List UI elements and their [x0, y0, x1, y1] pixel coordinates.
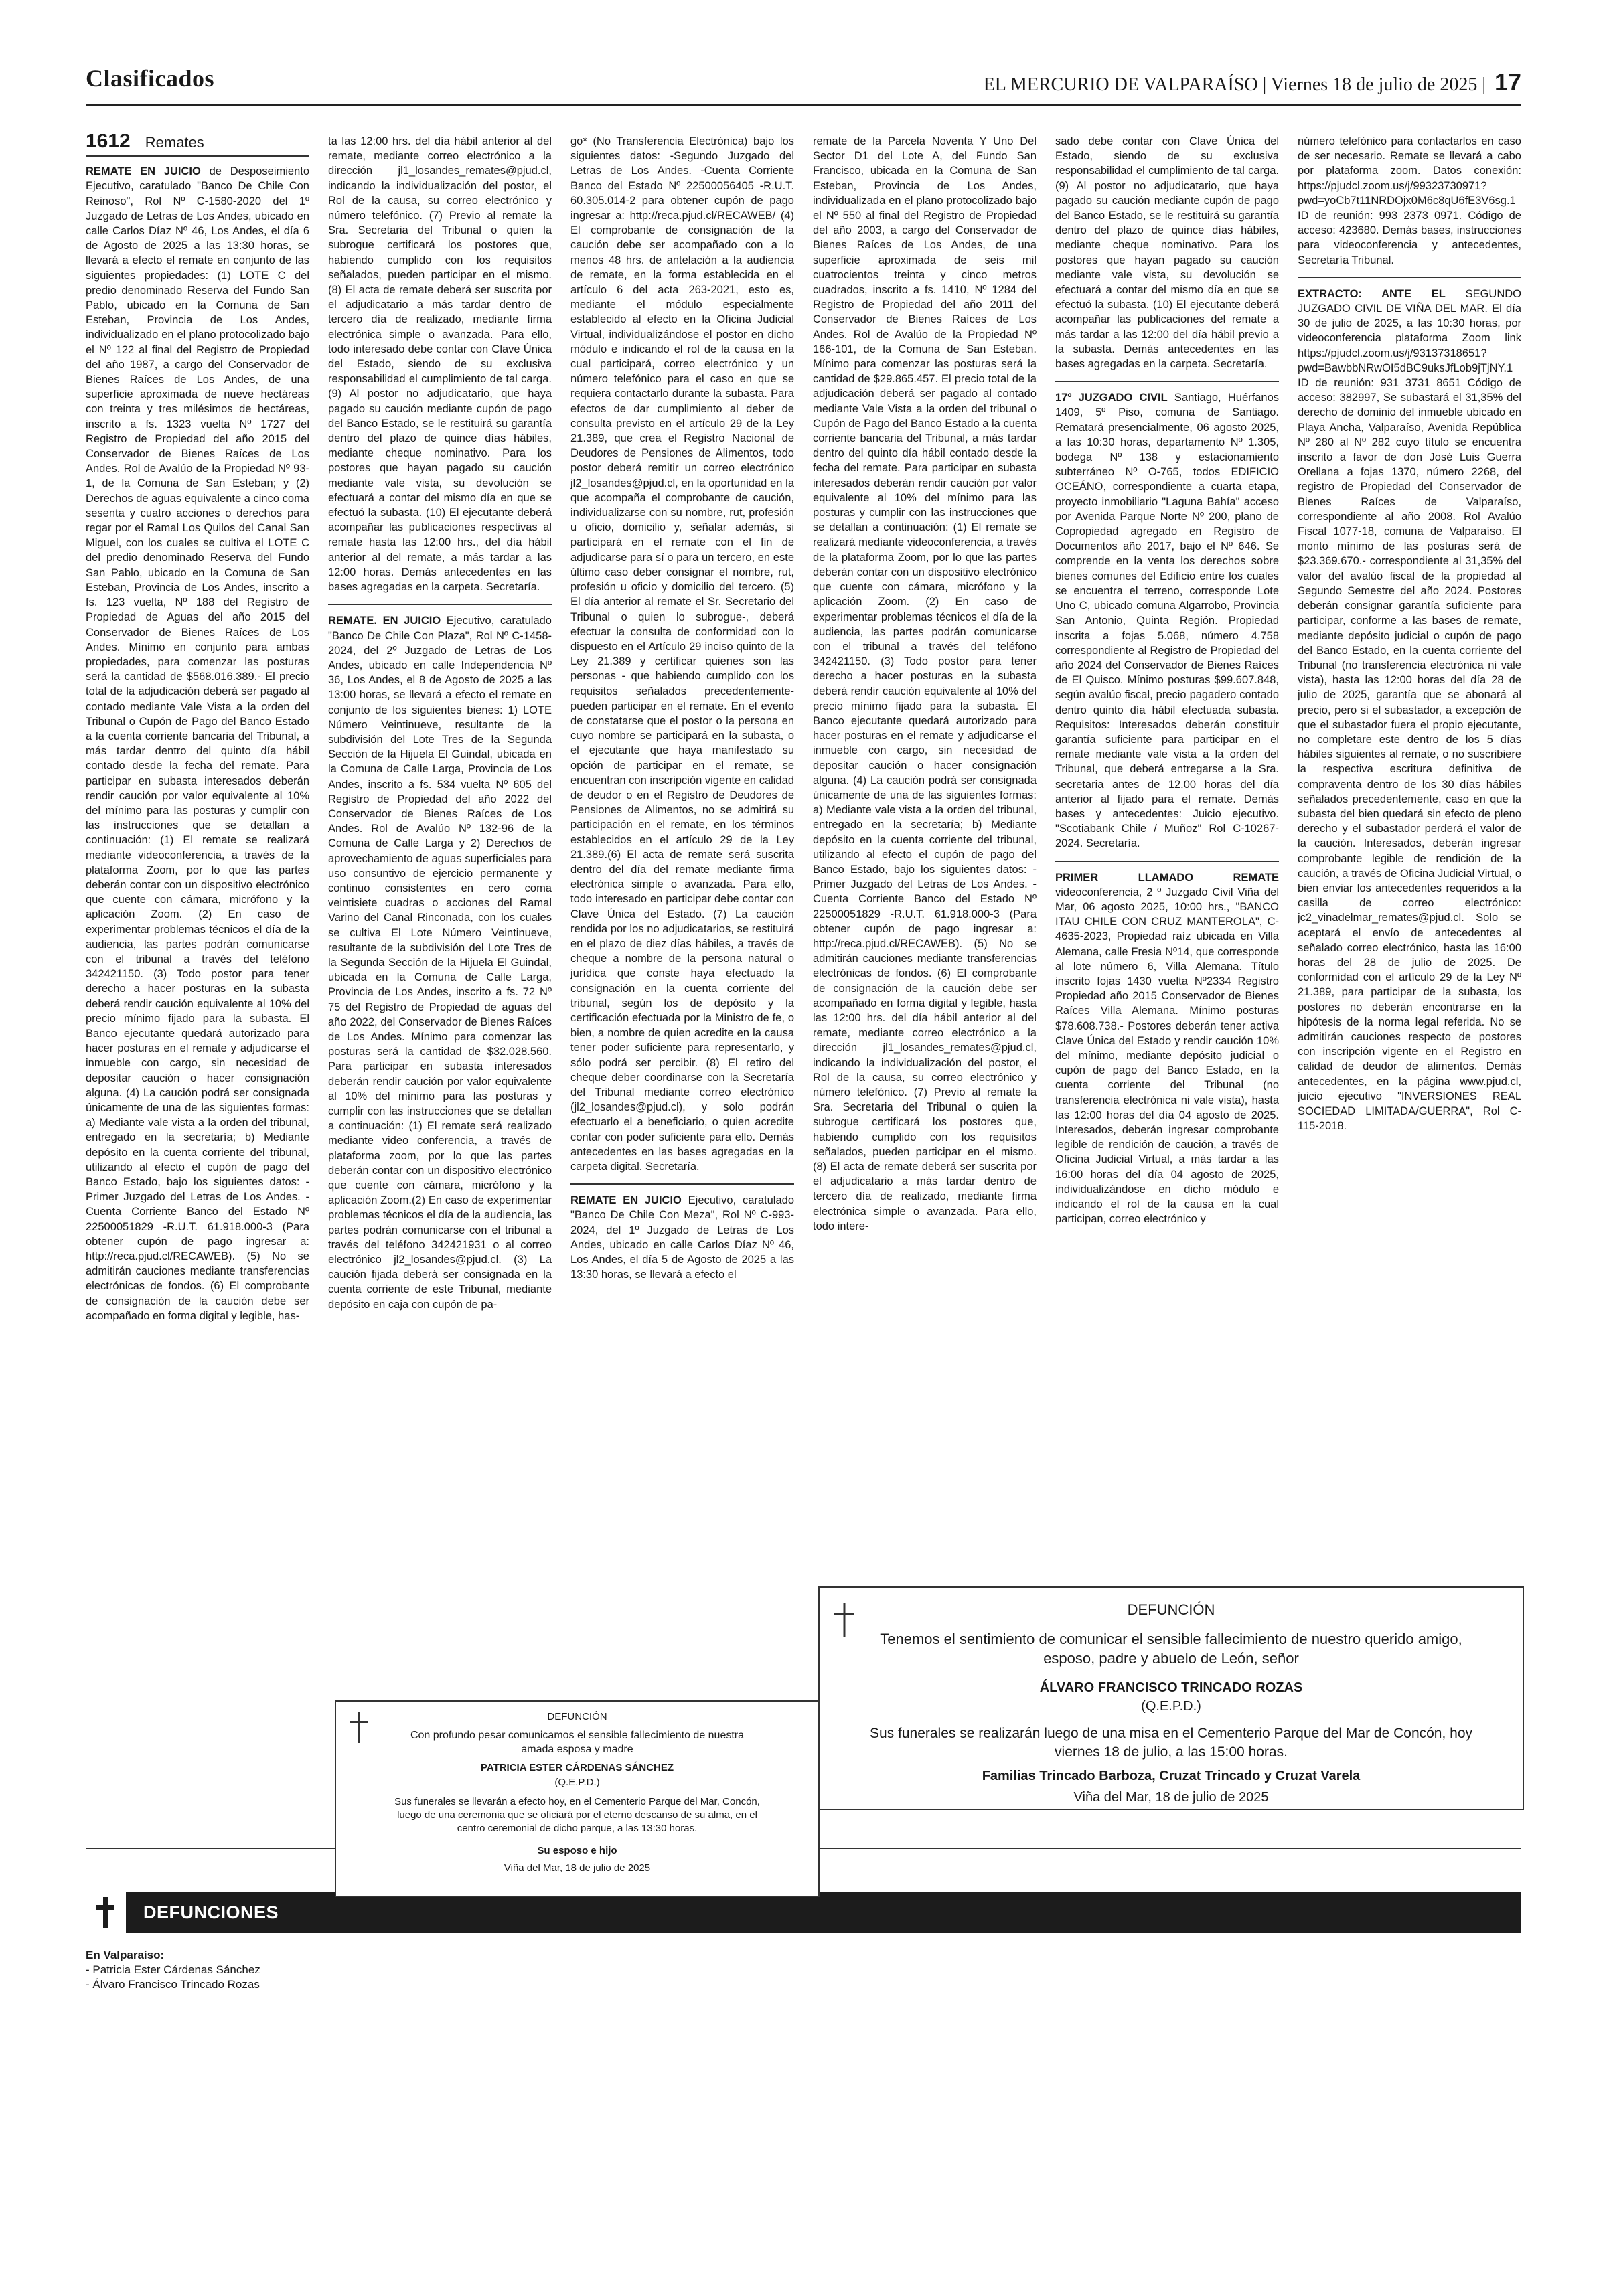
- funeral-details: Sus funerales se llevarán a efecto hoy, en el Cementerio Parque del Mar, Concón, luego de una ceremonia que se oficiará por el eterno descanso de su alma, en el centro ceremonial de dicho parque, a las 13:30 horas.: [394, 1796, 760, 1834]
- cross-icon: [86, 1892, 126, 1933]
- notice-intro: Tenemos el sentimiento de comunicar el sensible fallecimiento de nuestro querido amigo, esposo, padre y abuelo de León, señor: [880, 1631, 1462, 1667]
- newspaper-name: EL MERCURIO DE VALPARAÍSO: [983, 74, 1258, 95]
- deaths-list-item: - Álvaro Francisco Trincado Rozas: [86, 1978, 260, 1991]
- header-divider: |: [1482, 74, 1490, 95]
- ad-divider: [570, 1183, 794, 1185]
- classified-ad-continued: remate de la Parcela Noventa Y Uno Del Sector D1 del Lote A, del Fundo San Francisco, ubicada en la Comuna de San Esteban, Provincia de Los Andes, individualizada en el plano protocolizado bajo el Nº 550 al final del Registro de Propiedad del año 2003, a cargo del Conservador de Bienes Raíces de Los Andes, de una superficie aproximada de seis mil cuatrocientos treinta y cinco metros cuadrados, inscrito a fs. 1410, Nº 1284 del Registro de Propiedad del año 2011 del Conservador de Bienes Raíces de Los Andes. Rol de Avalúo de la Propiedad Nº 166-101, de la Comuna de San Esteban. Mínimo para comenzar las posturas será la cantidad de $29.865.457. El precio total de la adjudicación deberá ser pagado al contado mediante Vale Vista a la orden del tribunal o Cupón de Pago del Banco Estado a la cuenta corriente bancaria del Tribunal, a más tardar dentro del quinto día hábil contado desde la fecha del remate. Para participar en subasta interesados deberán rendir caución por valor equivalente al 10% del mínimo para las posturas y cumplir con las instrucciones que se detallan a continuación: (1) El remate se realizará mediante videoconferencia, a través de la plataforma Zoom, por lo que las partes deberán contar con un dispositivo electrónico que cuente con cámara, micrófono y la aplicación Zoom. (2) En caso de experimentar problemas técnicos el día de la audiencia, las partes podrán comunicarse con el tribunal a través del teléfono 342421150. (3) Todo postor para tener derecho a hacer posturas en la subasta deberá rendir caución equivalente al 10% del precio mínimo fijado para la subasta. El Banco ejecutante quedará autorizado para hacer posturas en el remate y adjudicarse el inmueble con cargo, sin necesidad de depositar caución o hacer consignación alguna. (4) La caución podrá ser consignada únicamente de una de las siguientes formas: a) Mediante vale vista a la orden del tribunal, entregado en la secretaría; b) Mediante depósito en la cuenta corriente del tribunal, utilizando al efecto el cupón de pago del Banco Estado, bajo los siguientes datos: -Primer Juzgado del Letras de Los Andes. -Cuenta Corriente Banco del Estado Nº 22500051829 -R.U.T. 61.918.000-3 (Para obtener cupón de pago ingresar a: http://reca.pjud.cl/RECAWEB). (5) No se admitirán cauciones mediante transferencias electrónicas de fondos. (6) El comprobante de consignación de la caución debe ser acompañado en forma digital y legible, hasta las 12:00 hrs. del día hábil anterior al del remate, mediante correo electrónico a la dirección jl1_losandes_remates@pjud.cl, indicando la individualización del postor, el Rol de la causa, su correo electrónico y número telefónico. (7) Previo al remate la Sra. Secretaria del Tribunal o quien la subrogue certificará los postores que, habiendo cumplido con los requisitos señalados, pueden participar en el mismo. (8) El acta de remate deberá ser suscrita por el adjudicatario a más tardar dentro de tercero día de realizado, mediante firma electrónica simple o avanzada. Para ello, todo intere-: [813, 135, 1037, 1232]
- ad-text: SEGUNDO JUZGADO CIVIL DE VIÑA DEL MAR. El día 30 de julio de 2025, a las 10:30 horas, por videoconferencia plataforma Zoom link https://pjudcl.zoom.us/j/93137318651?pwd=BawbbNRwOI5dBC9uksJfLob9jTjNY.1 ID de reunión: 931 3731 8651 Código de acceso: 382997, Se subastará el 31,35% del derecho de dominio del inmueble ubicado en Playa Ancha, Valparaíso, Avenida República Nº 280 al Nº 282 cuyo título se encuentra inscrito a favor de don José Luis Guerra Orellana a fojas 1370, número 2268, del registro de Propiedad del Conservador de Bienes Raíces de Valparaíso, correspondiente al año 2008. Rol Avalúo Fiscal 1077-18, comuna de Valparaíso. El monto mínimo de las posturas será de $23.369.670.- correspondiente al 31,35% del valor del avalúo fiscal de la propiedad al Segundo Semestre del año 2024. Postores deberán consignar garantía suficiente para participar, conforme a las bases de remate, mediante depósito judicial o cupón de pago del Banco Estado, en la cuenta corriente del Tribunal (no transferencia electrónica ni vale vista), hasta las 12:00 horas del día 28 de julio de 2025, garantía que se abonará al precio, pero si el subastador, a excepción de que el subastador fuera el propio ejecutante, no completare este dentro de los 5 días hábiles siguientes al remate, o no suscribiere la respectiva escritura definitiva de compraventa dentro de los 30 días hábiles señalados precedentemente, caso en que la subasta del bien quedará sin efecto de pleno derecho y el subastador perderá el valor de la caución. Interesados, deberán ingresar comprobante legible de rendición de la caución, a través de Oficina Judicial Virtual, o bien enviar los antecedentes requeridos a la casilla de correo electrónico: jc2_vinadelmar_remates@pjud.cl. Solo se aceptará el envío de antecedentes al señalado correo electrónico, hasta las 16:00 horas del 28 de julio de 2025. De conformidad con el artículo 29 de la Ley Nº 21.389, para participar de la subasta, los postores no deberán encontrarse en la hipótesis de la norma legal referida. No se admitirán cauciones respecto de postores con inscripción vigente en el Registro en calidad de deudor de alimentos. Demás antecedentes, en la página www.pjud.cl, juicio ejecutivo "INVERSIONES REAL SOCIEDAD LIMITADA/GUERRA", Rol C-115-2018.: [1298, 287, 1521, 1133]
- deceased-name: ÁLVARO FRANCISCO TRINCADO ROZAS: [1039, 1680, 1303, 1695]
- ad-lead: REMATE. EN JUICIO: [328, 614, 441, 627]
- notice-qepd: (Q.E.P.D.): [1141, 1699, 1201, 1714]
- category-code: 1612: [86, 134, 131, 152]
- classified-ad: [328, 613, 552, 1312]
- funeral-details: Sus funerales se realizarán luego de una misa en el Cementerio Parque del Mar de Concón, hoy viernes 18 de julio, a las 15:00 horas.: [869, 1726, 1473, 1760]
- notice-date: Viña del Mar, 18 de julio de 2025: [1073, 1790, 1269, 1805]
- classified-ad-continued: sado debe contar con Clave Única del Estado, siendo de su exclusiva responsabilidad el cumplimiento de tal carga. (9) Al postor no adjudicatario, que haya pagado su caución mediante cupón de pago del Banco Estado, se le restituirá su garantía dentro del plazo de quince días hábiles, mediante cheque nominativo. Para los postores que hayan pagado su caución mediante vale vista, su devolución se efectuará a contar del mismo día en que se efectuó la subasta. (10) El ejecutante deberá acompañar las publicaciones del remate a más tardar a las 12:00 del día hábil previo a la subasta. Demás antecedentes en las bases agregadas en la carpeta. Secretaría.: [1055, 135, 1279, 371]
- ad-divider: [328, 604, 552, 605]
- page-number: 17: [1494, 68, 1521, 96]
- notice-signature: Su esposo e hijo: [537, 1845, 617, 1856]
- notice-intro: Con profundo pesar comunicamos el sensible fallecimiento de nuestra amada esposa y madre: [410, 1730, 745, 1755]
- category-name: Remates: [145, 134, 204, 151]
- ad-divider: [1298, 277, 1521, 278]
- notice-date: Viña del Mar, 18 de julio de 2025: [504, 1862, 651, 1874]
- classified-ad: [1298, 286, 1521, 1134]
- death-notice-cardenas: [335, 1700, 820, 1897]
- ad-text: videoconferencia, 2 º Juzgado Civil Viña del Mar, 06 agosto 2025, 10:00 hrs., "BANCO ITAU CHILE CON CRUZ MANTEROLA", C-4635-2023, Propiedad raíz ubicada en Villa Alemana, calle Fresia Nº14, que corresponde al lote número 6, Villa Alemana. Título inscrito fojas 1430 vuelta Nº2334 Registro Propiedad año 2015 Conservador de Bienes Raíces Villa Alemana. Mínimo posturas $78.608.738.- Postores deberán tener activa Clave Única del Estado y rendir caución 10% del mínimo, mediante depósito judicial o cupón de pago del Banco Estado, en la cuenta corriente del Tribunal (no transferencia electrónica ni vale vista), hasta las 12:00 horas del día 04 agosto de 2025. Interesados, deberán ingresar comprobante legible de rendición de caución, a través de Oficina Judicial Virtual, a más tardar a las 16:00 horas del día 04 agosto de 2025, individualizándose en dicho módulo e indicando el rol de la causa en la cual participan, correo electrónico y: [1055, 886, 1279, 1226]
- header-divider: |: [1262, 74, 1271, 95]
- notice-qepd: (Q.E.P.D.): [554, 1777, 600, 1788]
- section-title: Clasificados: [86, 65, 215, 92]
- masthead: [984, 68, 1521, 96]
- ad-text: de Desposeimiento Ejecutivo, caratulado "Banco De Chile Con Reinoso", Rol Nº C-1580-2020 del 1º Juzgado de Letras de Los Andes, ubicado en calle Carlos Díaz Nº 46, Los Andes, el día 6 de Agosto de 2025 a las 13:30 horas, se llevará a efecto el remate en conjunto de las siguientes propiedades: (1) LOTE C del predio denominado Reserva del Fundo San Pablo, ubicado en la Comuna de San Esteban, Provincia de Los Andes, individualizado en el plano protocolizado bajo el Nº 122 al final del Registro de Propiedad del año 1987, a cargo del Conservador de Bienes Raíces de Los Andes, de una superficie aproximada de nueve hectáreas con treinta y tres milésimos de hectáreas, inscrito a fs. 1323 vuelta Nº 1727 del Registro de Propiedad del año 2015 del Conservador de Bienes Raíces de Los Andes. Rol de Avalúo de la Propiedad Nº 93-1, de la Comuna de San Esteban; y (2) Derechos de aguas equivalente a cinco coma sesenta y cuatro acciones o derechos para regar por el Ramal Los Quilos del Canal San Miguel, con los cuales se cultiva el LOTE C del predio denominado Reserva del Fundo San Pablo, ubicado en la Comuna de San Esteban, Provincia de Los Andes, inscrito a fs. 123 vuelta, Nº 188 del Registro de Propiedad de Aguas del año 2015 del Conservador de Bienes Raíces de Los Andes. Mínimo en conjunto para ambas propiedades, para comenzar las posturas será la cantidad de $568.016.389.- El precio total de la adjudicación deberá ser pagado al contado mediante Vale Vista a la orden del Tribunal o Cupón de Pago del Banco Estado a la cuenta corriente bancaria del Tribunal, a más tardar dentro del quinto día hábil contado desde la fecha del remate. Para participar en subasta interesados deberán rendir caución por valor equivalente al 10% del mínimo para las posturas y cumplir con las instrucciones que se detallan a continuación: (1) El remate se realizará mediante videoconferencia, a través de la plataforma Zoom, por lo que las partes deberán contar con un dispositivo electrónico que cuente con cámara, micrófono y la aplicación Zoom. (2) En caso de experimentar problemas técnicos el día de la audiencia, las partes podrán comunicarse con el tribunal a través del teléfono 342421150. (3) Todo postor para tener derecho a hacer posturas en la subasta deberá rendir caución equivalente al 10% del precio mínimo fijado para la subasta. El Banco ejecutante quedará autorizado para hacer posturas en el remate y adjudicarse el inmueble con cargo, sin necesidad de depositar caución o hacer consignación alguna. (4) La caución podrá ser consignada únicamente de una de las siguientes formas: a) Mediante vale vista a la orden del tribunal, entregado en la secretaría; b) Mediante depósito en la cuenta corriente del tribunal, utilizando al efecto el cupón de pago del Banco Estado, bajo los siguientes datos: -Primer Juzgado del Letras de Los Andes. -Cuenta Corriente Banco del Estado Nº 22500051829 -R.U.T. 61.918.000-3 (Para obtener cupón de pago ingresar a: http://reca.pjud.cl/RECAWEB). (5) No se admitirán cauciones mediante transferencias electrónicas de fondos. (6) El comprobante de consignación de la caución debe ser acompañado en forma digital y legible, has-: [86, 165, 309, 1322]
- ad-text: Ejecutivo, caratulado "Banco De Chile Con Plaza", Rol Nº C-1458-2024, del 2º Juzgado de Letras de Los Andes, ubicado en calle Independencia Nº 36, Los Andes, el 8 de Agosto de 2025 a las 13:00 horas, se llevará a efecto el remate en conjunto de los siguientes bienes: 1) LOTE Número Veintinueve, resultante de la subdivisión del Lote Tres de la Segunda Sección de la Hijuela El Guindal, ubicada en la Comuna de Calle Larga, Provincia de Los Andes, inscrito a fs. 534 vuelta Nº 605 del Registro de Propiedad del año 2022 del Conservador de Bienes Raíces de Los Andes. Rol de Avalúo Nº 132-96 de la Comuna de Calle Larga y 2) Derechos de aprovechamiento de aguas superficiales para uso consuntivo de ejercicio permanente y continuo consistentes en cero coma veintisiete cuadras o acciones del Ramal Varino del Canal Rinconada, con los cuales se cultiva El Lote Número Veintinueve, resultante de la subdivisión del Lote Tres de la Segunda Sección de la Hijuela El Guindal, ubicada en la Comuna de Calle Larga, Provincia de Los Andes, inscrito a fs. 72 Nº 75 del Registro de Propiedad de aguas del año 2022, del Conservador de Bienes Raíces de Los Andes. Mínimo para comenzar las posturas será la cantidad de $32.028.560. Para participar en subasta interesados deberán rendir caución por valor equivalente al 10% del mínimo para las posturas y cumplir con las instrucciones que se detallan a continuación: (1) El remate será realizado mediante video conferencia, a través de plataforma zoom, por lo que las partes deberán contar con un dispositivo electrónico que cuente con cámara, micrófono y la aplicación Zoom.(2) En caso de experimentar problemas técnicos el día de la audiencia, las partes podrán comunicarse con el tribunal a través del teléfono 342421931 o al correo electrónico jl2_losandes@pjud.cl. (3) La caución fijada deberá ser consignada en la cuenta corriente de este Tribunal, mediante depósito en caja con cupón de pa-: [328, 614, 552, 1311]
- notice-heading: DEFUNCIÓN: [547, 1711, 607, 1722]
- ad-text: Ejecutivo, caratulado "Banco De Chile Con Meza", Rol Nº C-993-2024, del 1º Juzgado de Letras de Los Andes, ubicado en calle Carlos Díaz Nº 46, Los Andes, el día 5 de Agosto de 2025 a las 13:30 horas, se llevará a efecto el: [570, 1194, 794, 1281]
- ad-lead: REMATE EN JUICIO: [570, 1194, 682, 1207]
- classified-ad: [570, 1193, 794, 1282]
- defunciones-title: DEFUNCIONES: [143, 1902, 279, 1922]
- deceased-name: PATRICIA ESTER CÁRDENAS SÁNCHEZ: [480, 1762, 674, 1773]
- ad-lead: REMATE EN JUICIO: [86, 165, 201, 178]
- ad-divider: [1055, 861, 1279, 862]
- ad-divider: [1055, 381, 1279, 382]
- ad-lead: 17º JUZGADO CIVIL: [1055, 392, 1168, 404]
- column-3: [570, 134, 794, 1861]
- deaths-list-item: - Patricia Ester Cárdenas Sánchez: [86, 1963, 260, 1976]
- notice-heading: DEFUNCIÓN: [1127, 1601, 1215, 1618]
- classified-ad-continued: ta las 12:00 hrs. del día hábil anterior al del remate, mediante correo electrónico a la dirección jl1_losandes_remates@pjud.cl, indicando la individualización del postor, el Rol de la causa, su correo electrónico y número telefónico. (7) Previo al remate la Sra. Secretaria del Tribunal o quien la subrogue certificará los postores que, habiendo cumplido con los requisitos señalados, pueden participar en el mismo. (8) El acta de remate deberá ser suscrita por el adjudicatario a más tardar dentro de tercero día de realizado, mediante firma electrónica simple o avanzada. Para ello, todo interesado debe contar con Clave Única del Estado, siendo de su exclusiva responsabilidad el cumplimiento de tal carga. (9) Al postor no adjudicatario, que haya pagado su caución mediante cupón de pago del Banco Estado, se le restituirá su garantía dentro del plazo de quince días hábiles, mediante cheque nominativo. Para los postores que hayan pagado su caución mediante vale vista, su devolución se efectuará a contar del mismo día en que se efectuó la subasta. (10) El ejecutante deberá acompañar las publicaciones respectivas al remate hasta las 12:00 hrs., del día hábil anterior al del remate, a más tardar a las 12:00 horas. Demás antecedentes en las bases agregadas en la carpeta. Secretaría.: [328, 135, 552, 594]
- defunciones-banner: [86, 1892, 1521, 1933]
- ad-lead: EXTRACTO: ANTE EL: [1298, 287, 1446, 300]
- page-header: [86, 64, 1521, 106]
- column-1: [86, 134, 309, 1861]
- classified-ad: [1055, 870, 1279, 1227]
- deaths-list-heading: En Valparaíso:: [86, 1949, 165, 1961]
- deaths-list: [86, 1948, 554, 1992]
- death-notice-trincado: [818, 1586, 1524, 1810]
- column-2: [328, 134, 552, 1861]
- classified-ad: [86, 164, 309, 1323]
- ad-lead: PRIMER LLAMADO REMATE: [1055, 871, 1279, 884]
- issue-date: Viernes 18 de julio de 2025: [1270, 74, 1478, 95]
- classified-ad-continued: número telefónico para contactarlos en caso de ser necesario. Remate se llevará a cabo por plataforma zoom. Datos conexión: https://pjudcl.zoom.us/j/99323730971?pwd=yoCb7t11NRDOjx0M6c8qU6fE3V6sg.1 ID de reunión: 993 2373 0971. Código de acceso: 423680. Demás bases, instrucciones para videoconferencia y antecedentes, Secretaría Tribunal.: [1298, 135, 1521, 266]
- category-header: [86, 134, 309, 157]
- ad-text: Santiago, Huérfanos 1409, 5º Piso, comuna de Santiago. Rematará presencialmente, 06 agosto 2025, a las 10:30 horas, departamento Nº 1.305, bodega Nº 138 y estacionamiento subterráneo Nº O-765, todos EDIFICIO OCEÁNO, correspondiente a cuarta etapa, proyecto inmobiliario "Laguna Bahía" acceso por Avenida Parque Norte Nº 200, plano de Copropiedad agregado en Registro de Documentos año 2017, bajo el Nº 646. Se comprende en la venta los derechos sobre bienes comunes del Edificio entre los cuales se encuentra el terreno, corresponde Lote Uno C, ubicado comuna Algarrobo, Provincia San Antonio, Quinta Región. Propiedad inscrita a fojas 5.068, número 4.758 correspondiente al Registro de Propiedad del año 2024 del Conservador de Bienes Raíces de El Quisco. Mínimo posturas $99.607.848, según avalúo fiscal, precio pagadero contado dentro quinto día hábil efectuada subasta. Requisitos: Interesados deberán constituir garantía suficiente para participar en el remate mediante vale vista a la orden del Tribunal, que deberá entregarse a la Sra. secretaria antes de 12.00 horas del día anterior al fijado para el remate. Demás bases y antecedentes: Juicio ejecutivo. "Scotiabank Chile / Muñoz" Rol C-10267-2024. Secretaría.: [1055, 392, 1279, 850]
- classified-ad-continued: go* (No Transferencia Electrónica) bajo los siguientes datos: -Segundo Juzgado del Letras de Los Andes. -Cuenta Corriente Banco del Estado Nº 22500056405 -R.U.T. 60.305.014-2 para obtener cupón de pago ingresar a: http://reca.pjud.cl/RECAWEB/ (4) El comprobante de consignación de la caución debe ser acompañado con a lo menos 48 hrs. de antelación a la audiencia de remate, en la forma establecida en el artículo 6 del acta 263-2021, esto es, mediante el módulo especialmente establecido al efecto en la Oficina Judicial Virtual, individualizándose el postor en dicho módulo e indicando el rol de la causa en la cual participará, correo electrónico y un número telefónico para el caso en que se requiera contactarlo durante la subasta. Para efectos de dar cumplimiento al deber de consulta previsto en el artículo 29 de la Ley 21.389, que crea el Registro Nacional de Deudores de Pensiones de Alimentos, todo postor deberá remitir un correo electrónico jl2_losandes@pjud.cl, en la oportunidad en la que acompaña el comprobante de caución, individualizarse con su nombre, rut, profesión u oficio, domicilio y, señalar además, si participará en el remate con el fin de adjudicarse para sí o para un tercero, en este último caso deber consignar el nombre, rut, profesión u oficio y domicilio del tercero. (5) El día anterior al remate el Sr. Secretario del Tribunal o quien lo subrogue-, deberá efectuar la consulta de conformidad con lo dispuesto en el Artículo 29 inciso quinto de la Ley 21.389 y certificar quienes son las personas - que habiendo cumplido con los requisitos señalados precedentemente- pueden participar en el remate. En el evento de constatarse que el postor o la persona en cuyo nombre se participará en la subasta, o el ejecutante que haya manifestado su opción de participar en el remate, se encuentran con inscripción vigente en calidad de deudor o en el Registro de Deudores de Pensiones de Alimentos, no se admitirá su participación en el remate, en los términos establecidos en el artículo 29 de la Ley 21.389.(6) El acta de remate será suscrita dentro del día del remate mediante firma electrónica simple o avanzada. Para ello, todo interesado en participar debe contar con Clave Única del Estado. (7) La caución rendida por los no adjudicatarios, se restituirá en el plazo de diez días hábiles, a través de cheque a nombre de la persona natural o jurídica que conste haya efectuado la consignación en la cuenta corriente del tribunal, según los de depósito y la certificación efectuada por la Ministro de fe, o bien, a nombre de quien acredite en la causa tener poder suficiente para representarlo, y sólo podrá ser percibir. (8) El retiro del cheque deber coordinarse con la Secretaría del Tribunal mediante correo electrónico (jl2_losandes@pjud.cl), y solo podrán efectuarlo el a beneficiario, o quien acredite contar con poder suficiente para ello. Demás antecedentes en las bases agregadas en la carpeta digital. Secretaría.: [570, 135, 794, 1173]
- notice-signature: Familias Trincado Barboza, Cruzat Trincado y Cruzat Varela: [982, 1769, 1361, 1783]
- classified-ad: [1055, 390, 1279, 851]
